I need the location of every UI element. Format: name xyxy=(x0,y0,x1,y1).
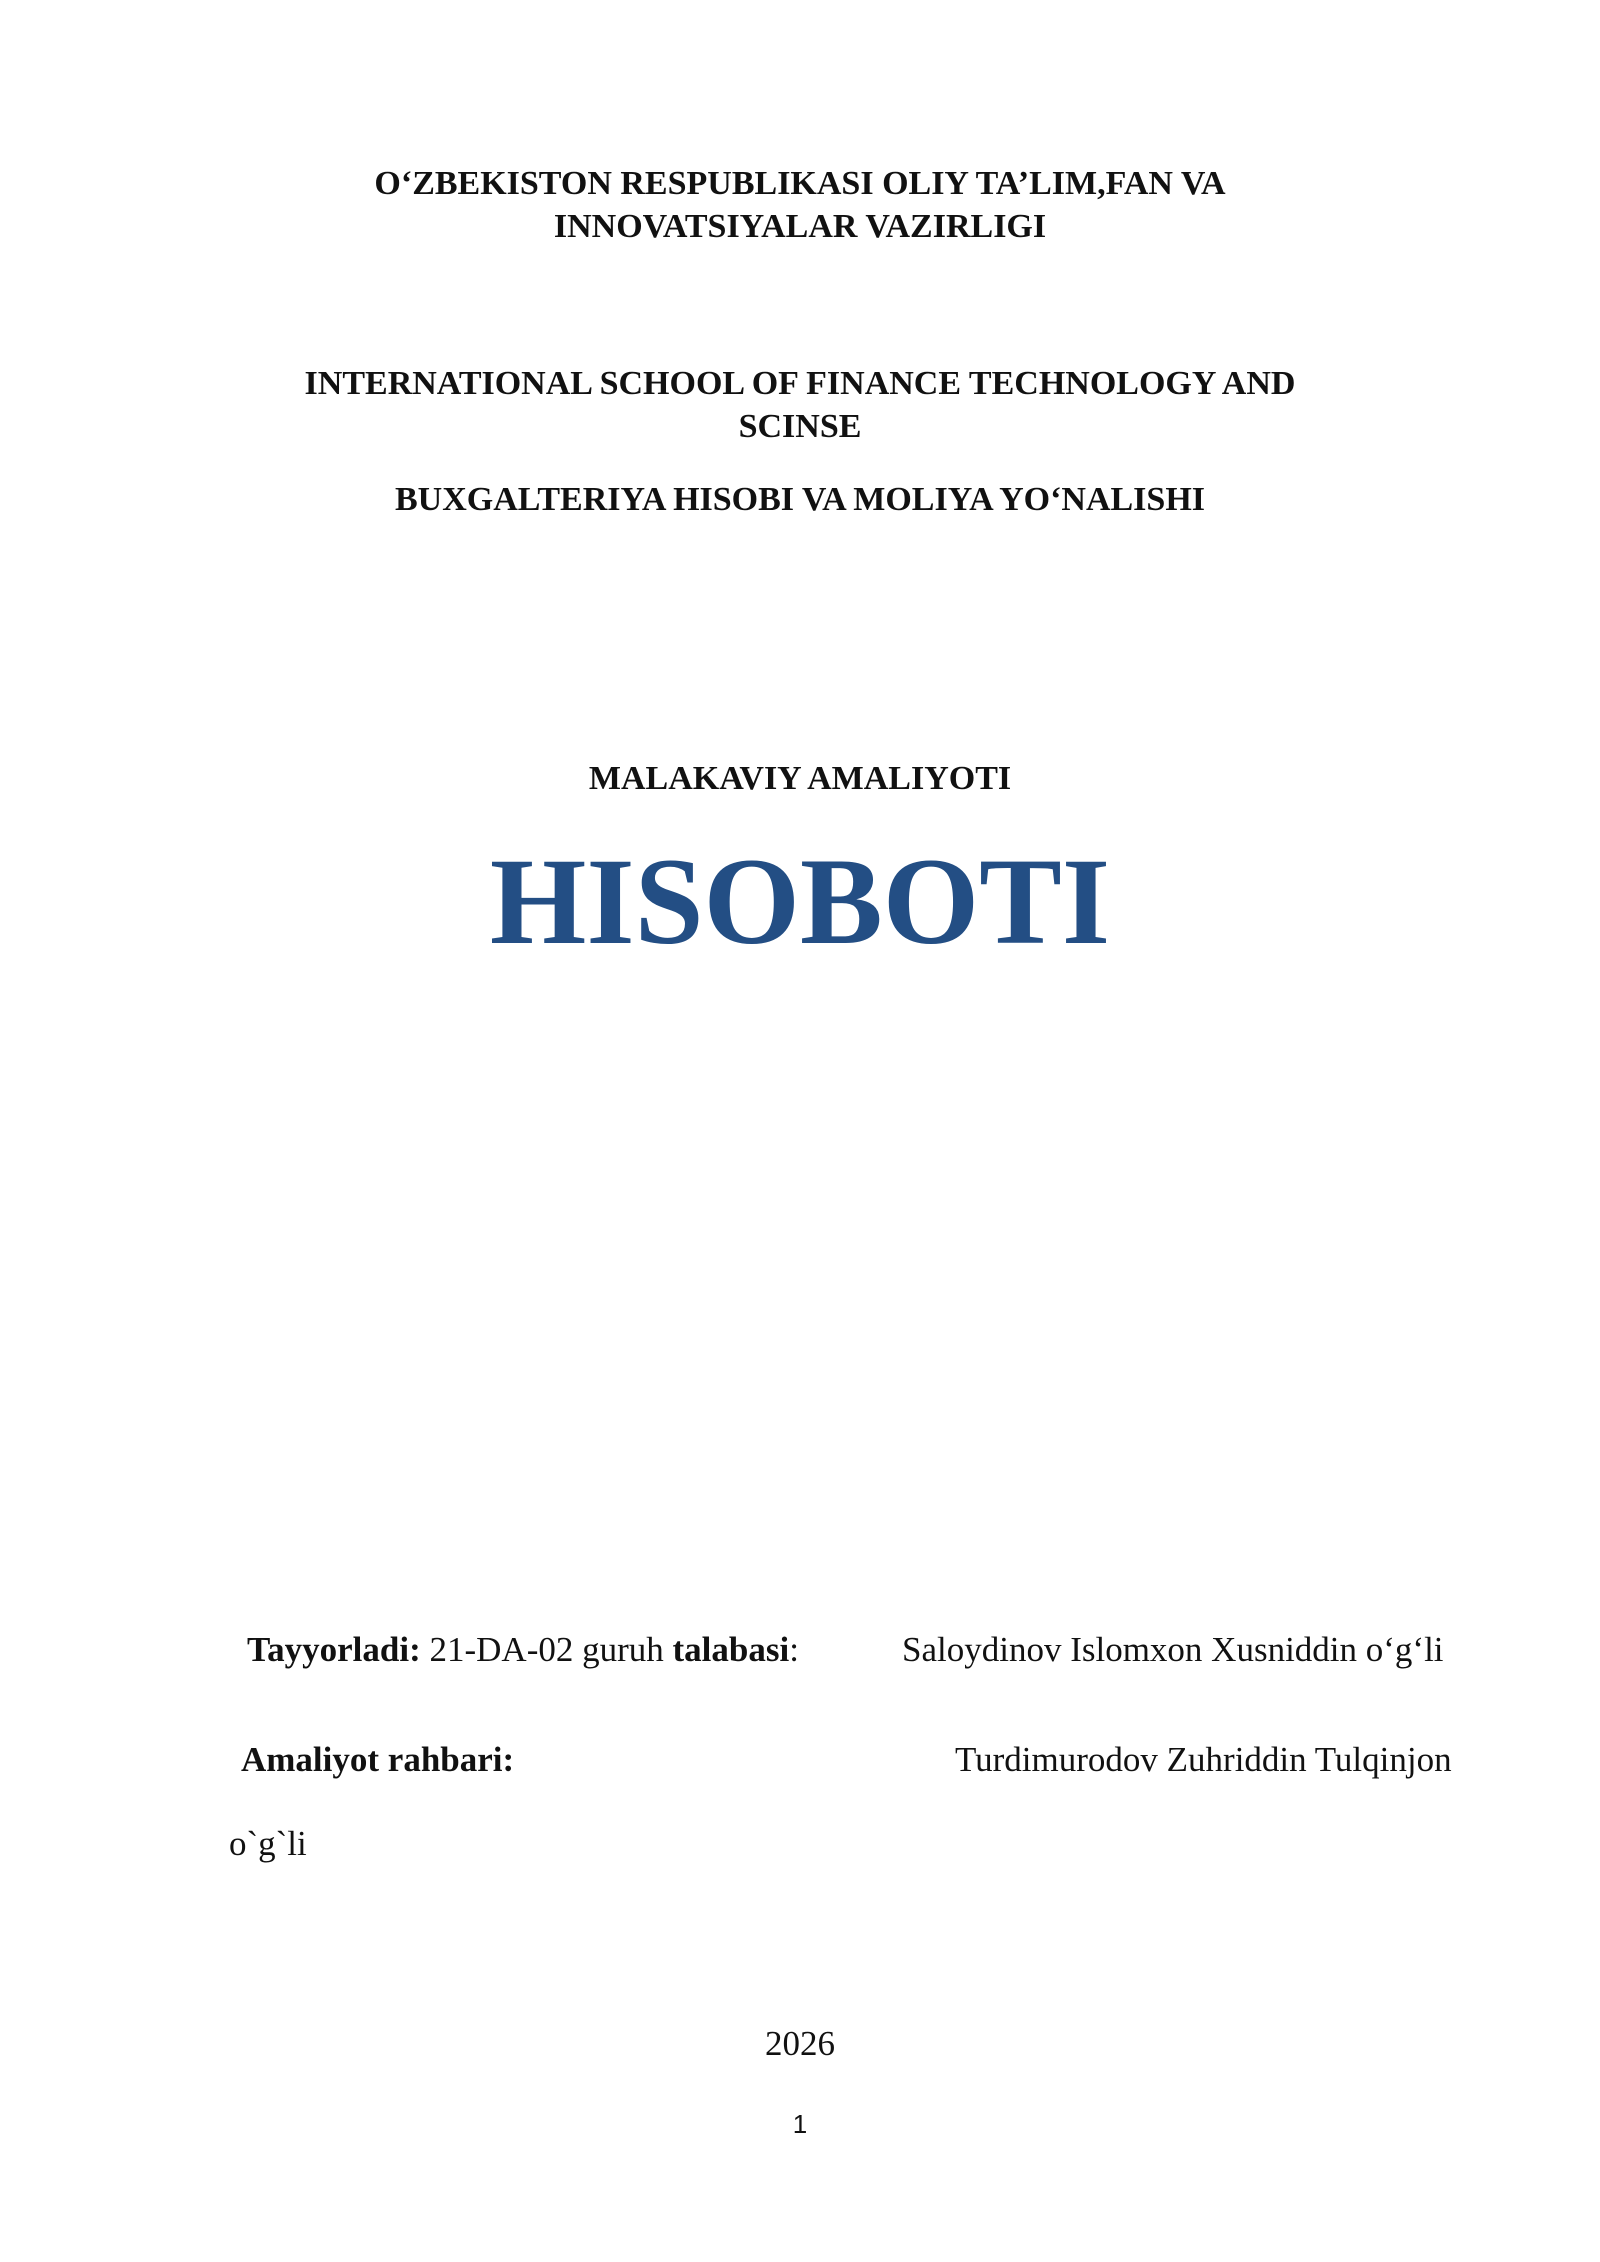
student-name: Saloydinov Islomxon Xusniddin o‘g‘li xyxy=(902,1630,1444,1669)
school-heading-line-2: SCINSE xyxy=(738,408,862,445)
report-title: HISOBOTI xyxy=(489,833,1111,970)
page-number: 1 xyxy=(792,2109,808,2139)
ministry-heading xyxy=(0,162,1600,248)
school-heading-line-1: INTERNATIONAL SCHOOL OF FINANCE TECHNOLOGY AND xyxy=(304,365,1296,402)
school-heading xyxy=(0,362,1600,448)
student-label: talabasi xyxy=(672,1630,790,1669)
student-colon: : xyxy=(789,1630,799,1669)
ministry-heading-line-2: INNOVATSIYALAR VAZIRLIGI xyxy=(553,208,1047,245)
practice-subtitle: MALAKAVIY AMALIYOTI xyxy=(588,760,1012,797)
group-text: 21-DA-02 guruh xyxy=(420,1630,673,1669)
supervisor-label: Amaliyot rahbari: xyxy=(241,1740,515,1779)
direction-heading: BUXGALTERIYA HISOBI VA MOLIYA YO‘NALISHI xyxy=(395,481,1205,518)
year: 2026 xyxy=(765,2024,835,2063)
supervisor-name-continued: o`g`li xyxy=(229,1824,307,1863)
supervisor-name: Turdimurodov Zuhriddin Tulqinjon xyxy=(955,1740,1452,1779)
prepared-by-line xyxy=(247,1628,799,1672)
ministry-heading-line-1: O‘ZBEKISTON RESPUBLIKASI OLIY TA’LIM,FAN VA xyxy=(374,165,1226,202)
prepared-by-label: Tayyorladi: xyxy=(247,1630,421,1669)
